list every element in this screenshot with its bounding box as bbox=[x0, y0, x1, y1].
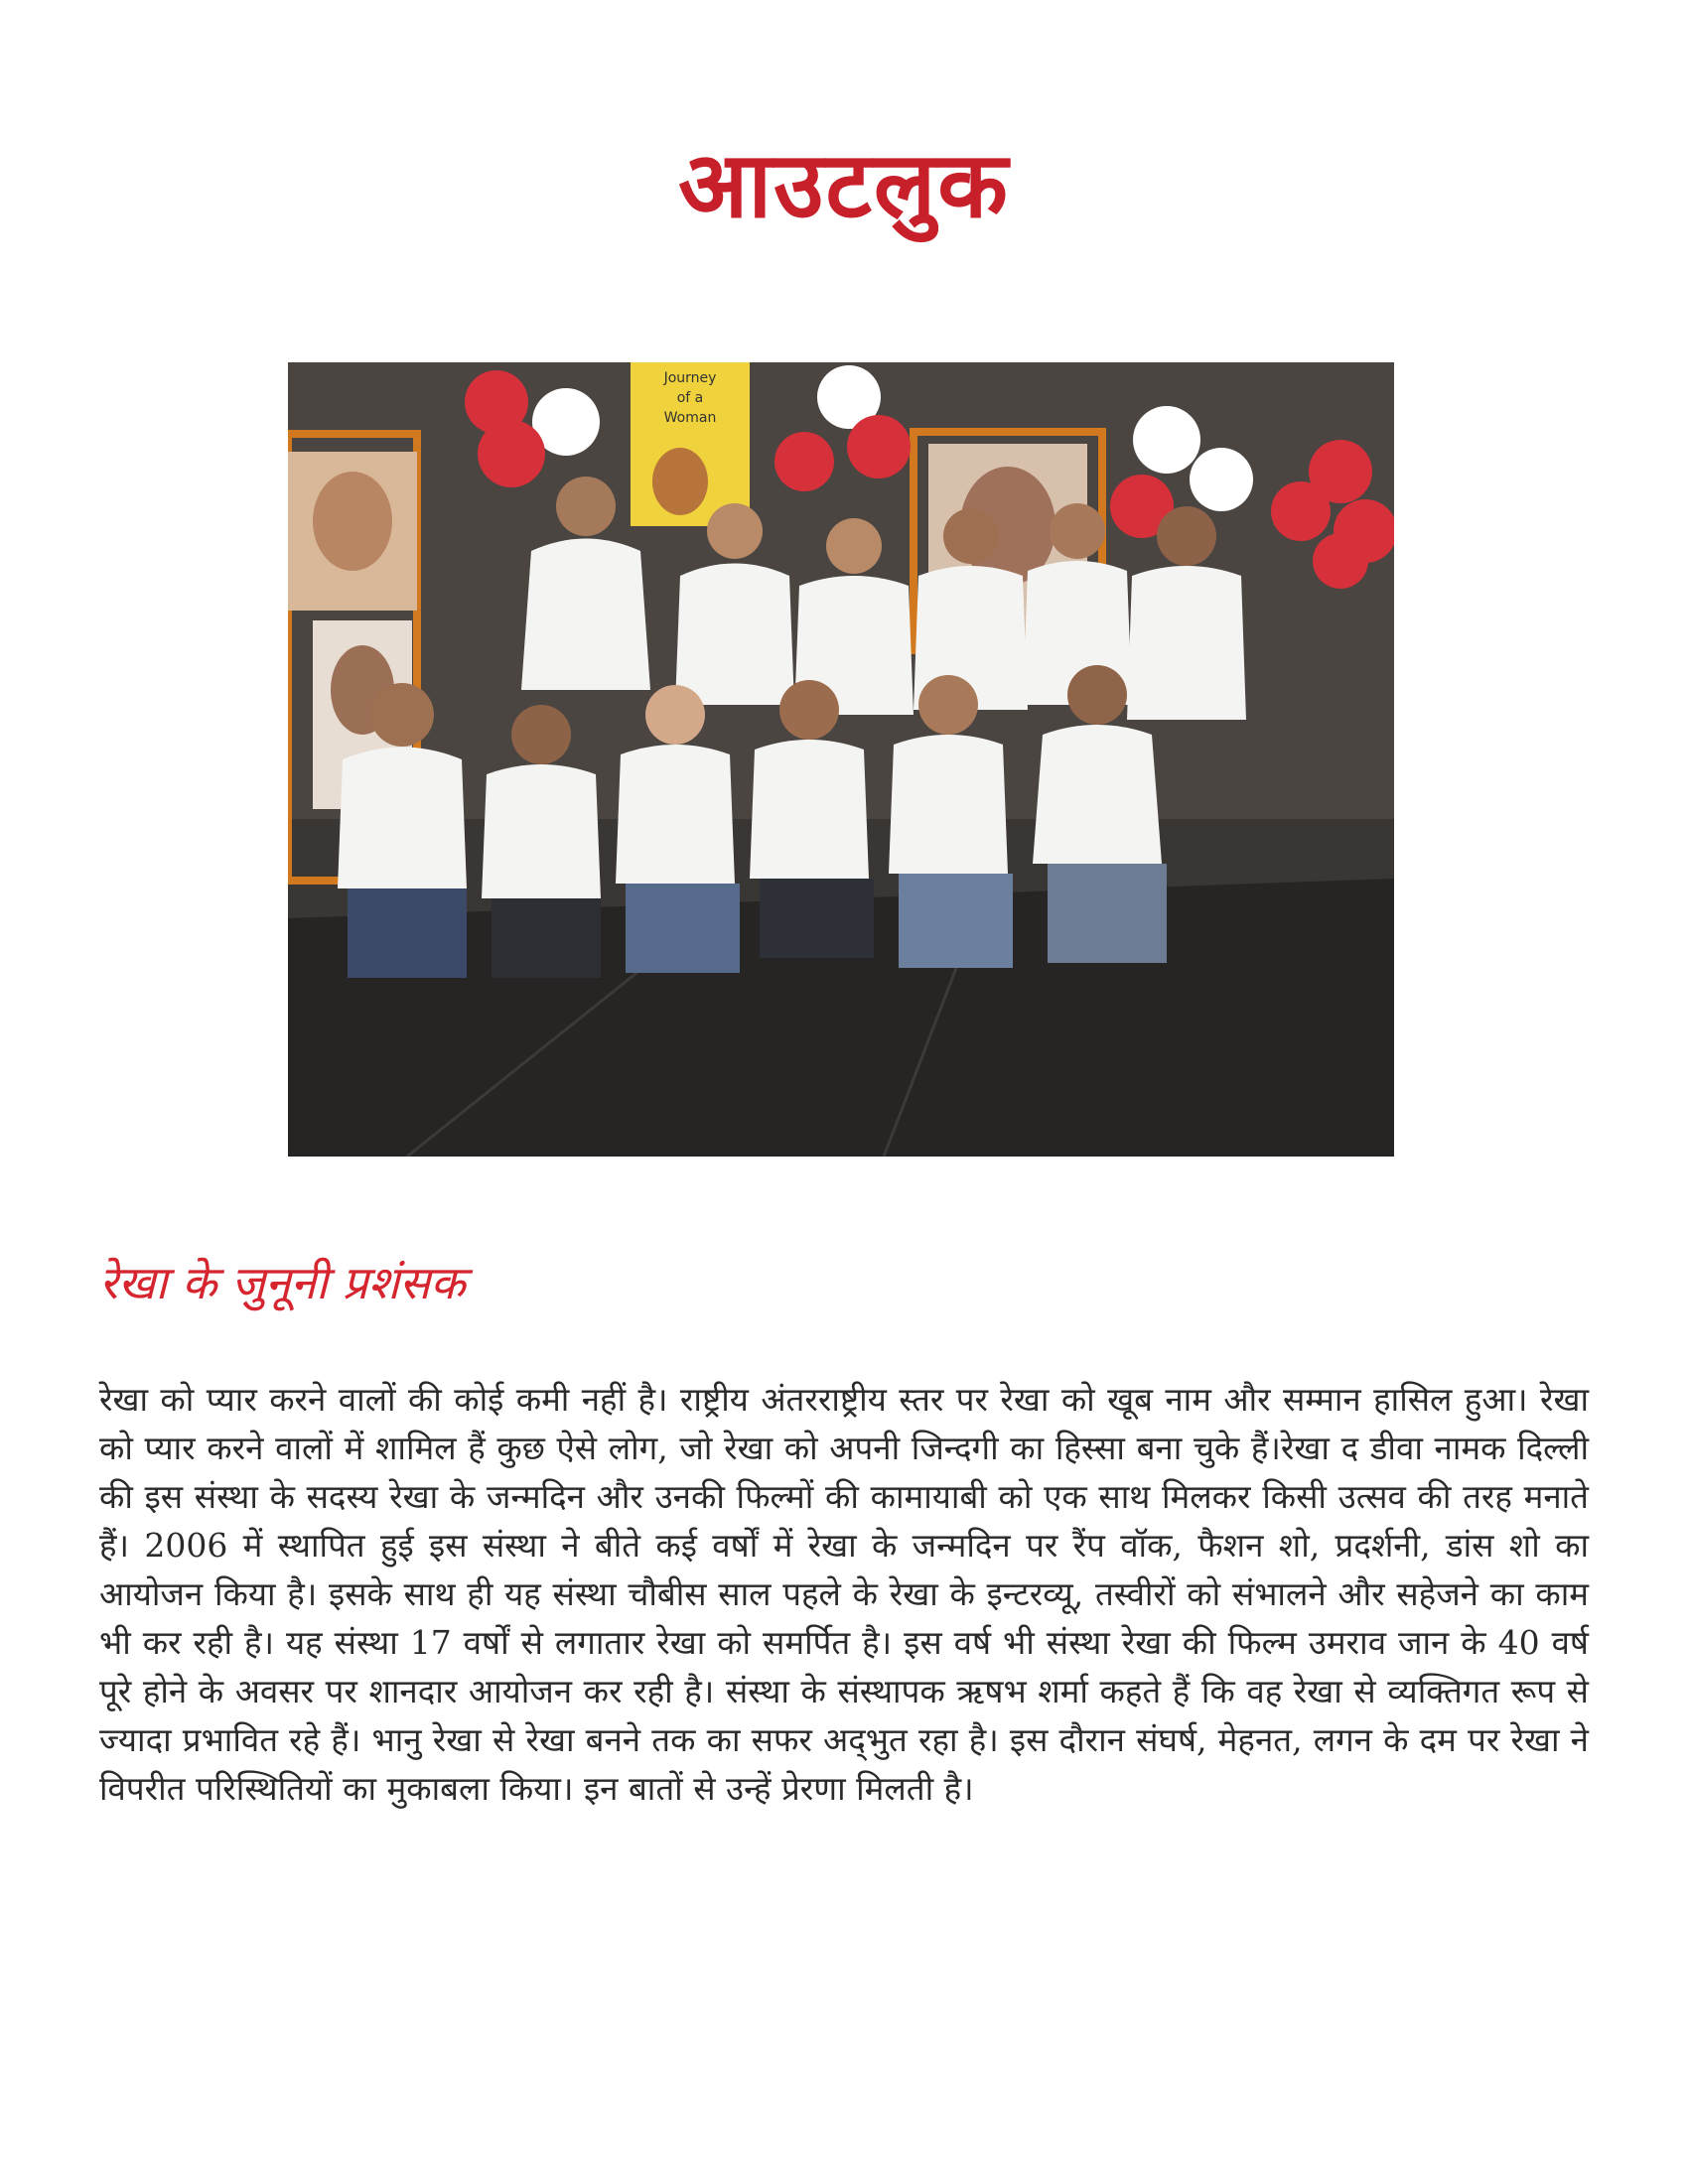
article-body: रेखा को प्यार करने वालों की कोई कमी नहीं है। राष्ट्रीय अंतरराष्ट्रीय स्तर पर रेखा को खूब नाम और सम्मान हासिल हुआ। रेखा को प्यार करने वालों में शामिल हैं कुछ ऐसे लोग, जो रेखा को अपनी जिन्दगी का हिस्सा बना चुके हैं।रेखा द डीवा नामक दिल्ली की इस संस्था के सदस्य रेखा के जन्मदिन और उनकी फिल्मों की कामायाबी को एक साथ मिलकर किसी उत्सव की तरह मनाते हैं। 2006 में स्थापित हुई इस संस्था ने बीते कई वर्षों में रेखा के जन्मदिन पर रैंप वॉक, फैशन शो, प्रदर्शनी, डांस शो का आयोजन किया है। इसके साथ ही यह संस्था चौबीस साल पहले के रेखा के इन्टरव्यू, तस्वीरों को संभालने और सहेजने का काम भी कर रही है। यह संस्था 17 वर्षों से लगातार रेखा को समर्पित है। इस वर्ष भी संस्था रेखा की फिल्म उमराव जान के 40 वर्ष पूरे होने के अवसर पर शानदार आयोजन कर रही है। संस्था के संस्थापक ऋषभ शर्मा कहते हैं कि वह रेखा से व्यक्तिगत रूप से ज्यादा प्रभावित रहे हैं। भानु रेखा से रेखा बनने तक का सफर अद्‌भुत रहा है। इस दौरान संघर्ष, मेहनत, लगन के दम पर रेखा ने विपरीत परिस्थितियों का मुकाबला किया। इन बातों से उन्हें प्रेरणा मिलती है। bbox=[99, 1380, 1589, 1808]
article-headline: रेखा के जुनूनी प्रशंसक bbox=[99, 1256, 466, 1309]
poster-text-woman: Woman bbox=[663, 410, 717, 426]
poster-text-journey: Journey bbox=[663, 370, 717, 386]
masthead-logo: आउटलुक bbox=[678, 131, 1010, 238]
group-photo bbox=[288, 362, 1394, 1157]
poster-text-of-a: of a bbox=[676, 390, 704, 406]
group-photo-illustration bbox=[288, 362, 1394, 1157]
